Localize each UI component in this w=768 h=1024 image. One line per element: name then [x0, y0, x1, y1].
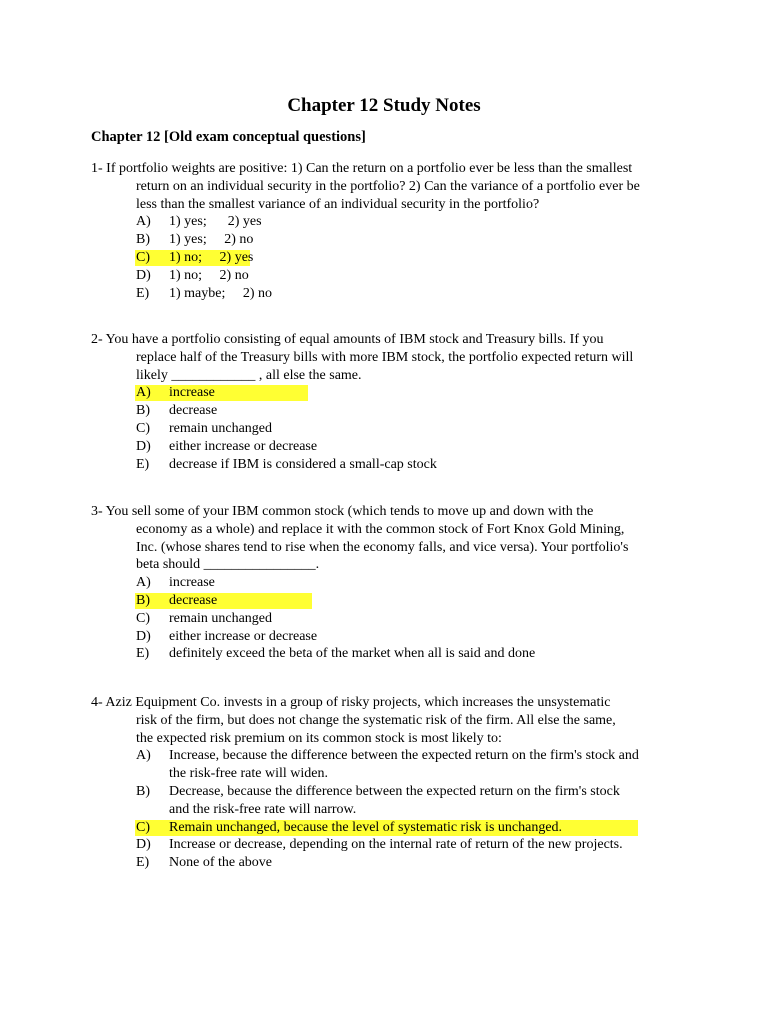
option-letter: A) — [136, 575, 151, 591]
question-1 — [91, 160, 691, 302]
question-text: less than the smallest variance of an individual security in the portfolio? — [136, 196, 540, 212]
answer-option — [91, 574, 691, 592]
question-text: 4- Aziz Equipment Co. invests in a group of risky projects, which increases the unsystematic — [91, 695, 611, 710]
option-text: remain unchanged — [169, 610, 273, 626]
option-letter: B) — [136, 592, 150, 608]
answer-highlight — [135, 385, 308, 401]
option-letter: E) — [136, 855, 150, 871]
answer-option — [91, 213, 691, 231]
answer-option — [91, 747, 691, 783]
option-letter: C) — [136, 610, 150, 626]
option-letter: E) — [136, 456, 150, 472]
question-text: risk of the firm, but does not change the systematic risk of the firm. All else the same, — [136, 712, 616, 728]
option-text: 1) yes; 2) no — [169, 232, 254, 248]
option-letter: E) — [136, 646, 150, 662]
question-2 — [91, 331, 691, 473]
answer-option — [91, 645, 691, 663]
question-4 — [91, 694, 691, 872]
answer-option — [91, 854, 691, 872]
option-text: either increase or decrease — [169, 438, 318, 454]
option-text: increase — [169, 575, 215, 591]
option-text: Increase or decrease, depending on the internal rate of return of the new projects. — [169, 837, 623, 853]
answer-option — [91, 628, 691, 646]
answer-option — [91, 438, 691, 456]
option-letter: D) — [136, 438, 151, 454]
option-text-line: the risk-free rate will widen. — [169, 766, 328, 782]
question-text: 2- You have a portfolio consisting of equal amounts of IBM stock and Treasury bills. If you — [91, 332, 604, 347]
answer-option — [91, 231, 691, 249]
question-text: beta should ________________. — [136, 557, 320, 573]
option-text: definitely exceed the beta of the market when all is said and done — [169, 646, 536, 662]
question-text: return on an individual security in the portfolio? 2) Can the variance of a portfolio ever be — [136, 178, 640, 194]
option-text: decrease — [169, 592, 218, 608]
answer-option-correct — [91, 384, 691, 402]
answer-option — [91, 402, 691, 420]
answer-option — [91, 267, 691, 285]
question-text: economy as a whole) and replace it with the common stock of Fort Knox Gold Mining, — [136, 521, 625, 537]
option-text: 1) no; 2) yes — [169, 249, 254, 265]
option-text: decrease — [169, 403, 218, 419]
option-text — [169, 783, 620, 819]
option-letter: B) — [136, 232, 150, 248]
answer-option-correct — [91, 819, 691, 837]
option-text: Remain unchanged, because the level of systematic risk is unchanged. — [169, 819, 563, 835]
answer-highlight — [135, 593, 312, 609]
option-text-line: Decrease, because the difference between the expected return on the firm's stock — [169, 783, 620, 799]
option-letter: B) — [136, 403, 150, 419]
option-letter: C) — [136, 420, 150, 436]
question-text: Inc. (whose shares tend to rise when the economy falls, and vice versa). Your portfolio's — [136, 539, 629, 555]
option-text: None of the above — [169, 855, 273, 871]
question-3 — [91, 503, 691, 663]
answer-option-correct — [91, 249, 691, 267]
option-letter: A) — [136, 385, 151, 401]
option-text: 1) maybe; 2) no — [169, 285, 273, 301]
answer-option-correct — [91, 592, 691, 610]
answer-option — [91, 285, 691, 303]
answer-option — [91, 610, 691, 628]
option-text: either increase or decrease — [169, 628, 318, 644]
option-text: 1) no; 2) no — [169, 267, 249, 283]
option-text — [169, 747, 639, 783]
option-text-line: and the risk-free rate will narrow. — [169, 801, 357, 817]
question-text: 3- You sell some of your IBM common stock (which tends to move up and down with the — [91, 504, 594, 519]
option-text: 1) yes; 2) yes — [169, 214, 262, 230]
option-text: increase — [169, 385, 215, 401]
option-text-line: Increase, because the difference between the expected return on the firm's stock and — [169, 748, 639, 764]
option-letter: A) — [136, 748, 151, 764]
option-text: decrease if IBM is considered a small-cap stock — [169, 456, 437, 472]
answer-option — [91, 456, 691, 474]
answer-option — [91, 783, 691, 819]
question-text: replace half of the Treasury bills with more IBM stock, the portfolio expected return will — [136, 349, 634, 365]
option-letter: D) — [136, 267, 151, 283]
option-letter: D) — [136, 837, 151, 853]
answer-option — [91, 420, 691, 438]
question-text: likely ____________ , all else the same. — [136, 367, 362, 383]
option-letter: D) — [136, 628, 151, 644]
question-text: 1- If portfolio weights are positive: 1) Can the return on a portfolio ever be less than the smallest — [91, 161, 633, 176]
option-letter: E) — [136, 285, 150, 301]
option-text: remain unchanged — [169, 420, 273, 436]
option-letter: C) — [136, 819, 150, 835]
section-heading: Chapter 12 [Old exam conceptual questions] — [91, 129, 366, 145]
option-letter: B) — [136, 783, 150, 799]
option-letter: C) — [136, 249, 150, 265]
option-letter: A) — [136, 214, 151, 230]
page-title: Chapter 12 Study Notes — [287, 95, 481, 116]
answer-option — [91, 836, 691, 854]
question-text: the expected risk premium on its common stock is most likely to: — [136, 730, 502, 746]
